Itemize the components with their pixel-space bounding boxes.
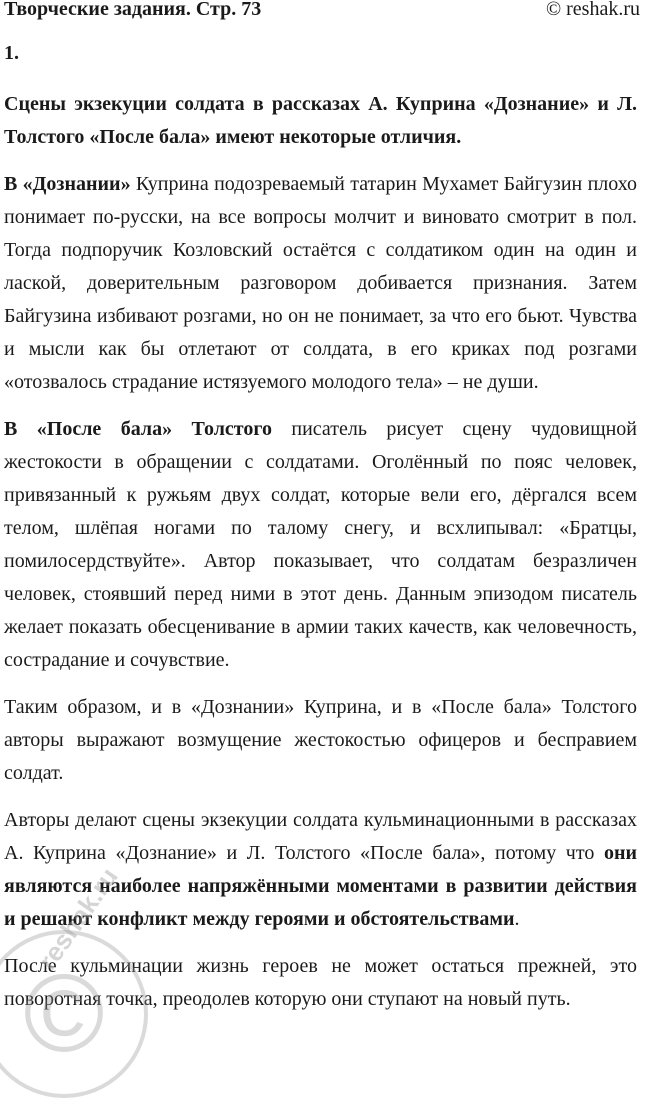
paragraph-climax-start: Авторы делают сцены экзекуции солдата кульминационными в рассказах А. Куприна «Дознание» и Л. Толстого «После бала», потому что [4,809,637,864]
answer-text [4,88,637,1030]
task-number: 1. [4,42,19,64]
paragraph-posle-bala [4,413,637,677]
paragraph-doznanie-text: Куприна подозреваемый татарин Мухамет Байгузин плохо понимает по-русски, на все вопросы молчит и виновато смотрит в пол. Тогда подпоручик Козловский остаётся с солдатиком один на один и лаской, доверительным разговором добивается признания. Затем Байгузина избивают розгами, но он не понимает, за что его бьют. Чувства и мысли как бы отлетают от солдата, в его криках под розгами «отозвалось страдание истязуемого молодого тела» – не души. [4,173,638,393]
paragraph-posle-bala-lead: В «После бала» Толстого [4,418,272,440]
site-credit: © reshak.ru [545,0,640,20]
paragraph-after-climax: После кульминации жизнь героев не может остаться прежней, это поворотная точка, преодолев которую они ступают на новый путь. [4,955,637,1010]
paragraph-climax [4,804,637,936]
paragraph-climax-end: . [514,908,520,930]
paragraph-posle-bala-text: писатель рисует сцену чудовищной жестокости в обращении с солдатами. Оголённый по пояс человек, привязанный к ружьям двух солдат, которые вели его, дёргался всем телом, шлёпая ногами по талому снегу, и всхлипывал: «Братцы, помилосердствуйте». Автор показывает, что солдатам безразличен человек, стоявший перед ними в этот день. Данным эпизодом писатель желает показать обесценивание в армии таких качеств, как человечность, сострадание и сочувствие. [4,418,637,671]
watermark-copyright-icon: © [0,930,148,1098]
watermark-text: reshak.ru [32,862,124,976]
page-title: Творческие задания. Стр. 73 [4,0,262,20]
paragraph-doznanie-lead: В «Дознании» [4,173,131,195]
page-header [0,0,646,22]
paragraph-conclusion: Таким образом, и в «Дознании» Куприна, и в «После бала» Толстого авторы выражают возмущение жестокостью офицеров и бесправием солдат. [4,696,637,784]
paragraph-doznanie [4,168,637,399]
intro-paragraph: Сцены экзекуции солдата в рассказах А. Куприна «Дознание» и Л. Толстого «После бала» имеют некоторые отличия. [4,93,637,148]
paragraph-climax-bold: они являются наиболее напряжёнными моментами в развитии действия и решают конфликт между героями и обстоятельствами [4,842,637,930]
